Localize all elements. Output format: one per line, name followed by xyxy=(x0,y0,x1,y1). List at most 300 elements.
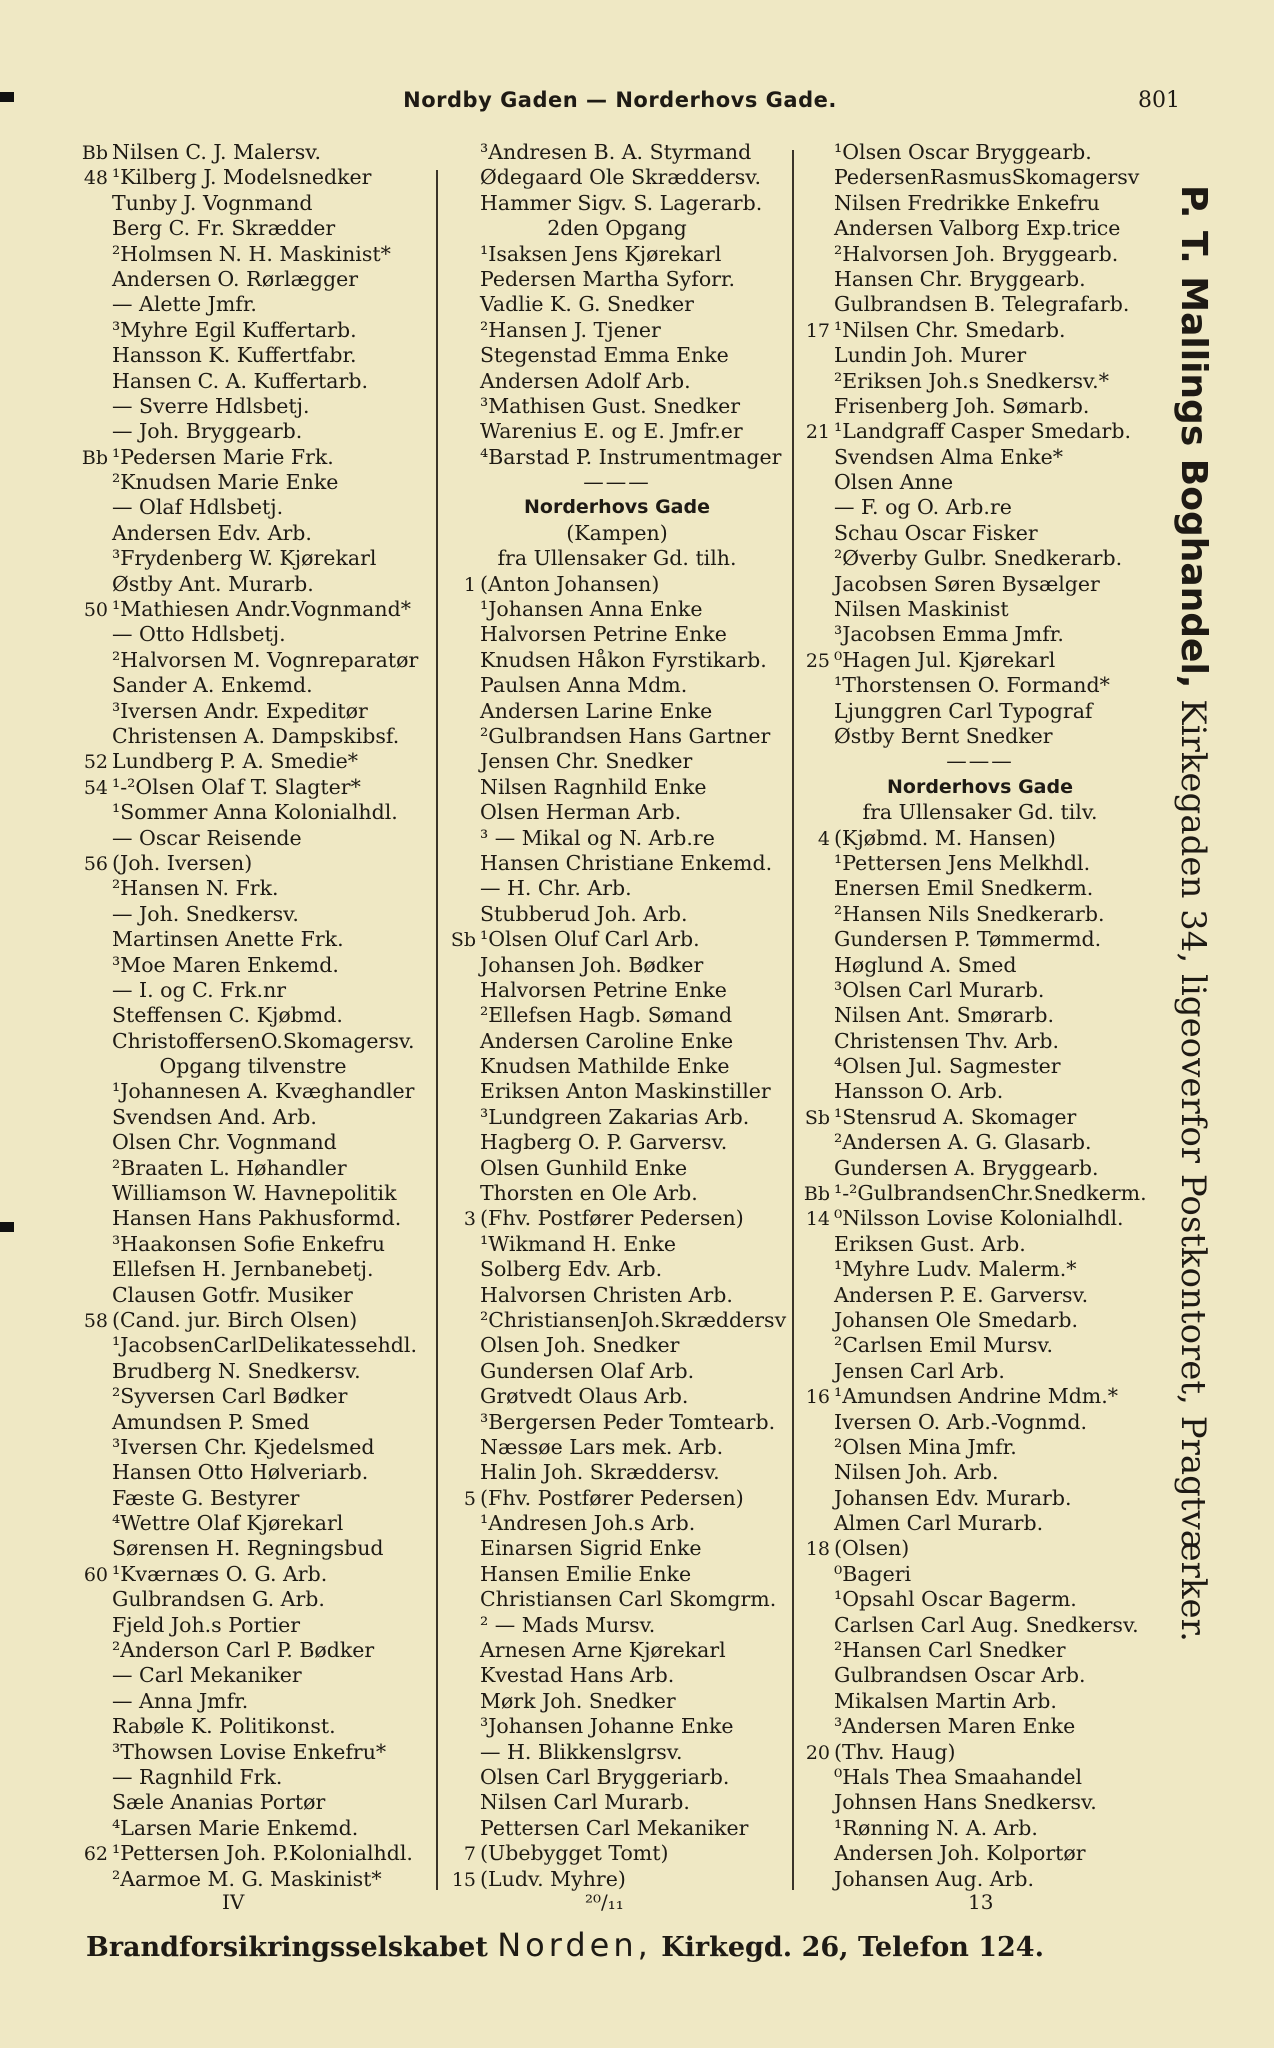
resident-text: ²Hansen J. Tjener xyxy=(480,317,661,342)
resident-text: Olsen Chr. Vognmand xyxy=(112,1130,337,1155)
resident-text: Nilsen Ragnhild Enke xyxy=(480,774,707,799)
resident-text: ¹Isaksen Jens Kjørekarl xyxy=(480,241,722,266)
directory-entry xyxy=(74,1359,432,1384)
directory-entry xyxy=(74,1257,432,1282)
directory-entry xyxy=(796,1867,1164,1892)
resident-text: Knudsen Håkon Fyrstikarb. xyxy=(480,647,767,672)
directory-entry xyxy=(796,1638,1164,1663)
resident-text: Svendsen Alma Enke* xyxy=(834,444,1063,469)
directory-entry xyxy=(74,242,432,267)
directory-entry xyxy=(74,292,432,317)
directory-entry xyxy=(442,1689,792,1714)
resident-text: Jensen Carl Arb. xyxy=(834,1358,1005,1383)
resident-text: Østby Bernt Snedker xyxy=(834,723,1053,748)
resident-text: ²Hansen Nils Snedkerarb. xyxy=(834,901,1105,926)
house-number: 7 xyxy=(463,1843,476,1866)
resident-text: ³Thowsen Lovise Enkefru* xyxy=(112,1739,387,1764)
directory-entry xyxy=(74,876,432,901)
directory-entry xyxy=(442,191,792,216)
resident-text: Sørensen H. Regningsbud xyxy=(112,1536,384,1561)
resident-text: — Ragnhild Frk. xyxy=(112,1765,283,1789)
resident-text: Hansen Chr. Bryggearb. xyxy=(834,266,1086,291)
resident-text: Christensen Thv. Arb. xyxy=(834,1028,1060,1053)
directory-entry xyxy=(442,369,792,394)
resident-text: Nilsen Carl Murarb. xyxy=(480,1790,690,1815)
column-1 xyxy=(74,140,432,1892)
resident-text: Nilsen Joh. Arb. xyxy=(834,1460,999,1485)
directory-entry xyxy=(442,597,792,622)
resident-text: Nilsen Ant. Smørarb. xyxy=(834,1003,1054,1028)
resident-text: ¹Olsen Oluf Carl Arb. xyxy=(480,927,700,952)
resident-text: ¹Rønning N. A. Arb. xyxy=(834,1815,1038,1840)
directory-entry xyxy=(74,1714,432,1739)
resident-text: ChristoffersenO.Skomagersv. xyxy=(112,1028,415,1053)
directory-entry xyxy=(442,953,792,978)
resident-text: Svendsen And. Arb. xyxy=(112,1104,317,1129)
resident-text: Tunby J. Vognmand xyxy=(112,190,313,215)
house-number: Bb xyxy=(803,1183,830,1206)
resident-text: Nilsen C. J. Malersv. xyxy=(112,140,321,164)
resident-text: — H. Blikkenslgrsv. xyxy=(480,1739,683,1764)
resident-text: Steffensen C. Kjøbmd. xyxy=(112,1003,343,1028)
resident-text: ¹Pettersen Joh. P.Kolonialhdl. xyxy=(112,1841,413,1866)
resident-text: Hammer Sigv. S. Lagerarb. xyxy=(480,190,763,215)
resident-text: ³Johansen Johanne Enke xyxy=(480,1714,734,1739)
resident-text: (Anton Johansen) xyxy=(480,571,660,596)
resident-text: Andersen O. Rørlægger xyxy=(112,266,359,291)
directory-entry xyxy=(442,1384,792,1409)
footer-advertisement xyxy=(86,1926,1176,1964)
resident-text: (Fhv. Postfører Pedersen) xyxy=(480,1485,744,1510)
resident-text: Hansen Emilie Enke xyxy=(480,1561,692,1586)
resident-text: Warenius E. og E. Jmfr.er xyxy=(480,419,743,444)
directory-entry xyxy=(796,369,1164,394)
directory-entry xyxy=(796,1181,1164,1206)
resident-text: — Alette Jmfr. xyxy=(112,292,257,317)
resident-text: Johnsen Hans Snedkersv. xyxy=(834,1790,1097,1815)
resident-text: ¹Pedersen Marie Frk. xyxy=(112,444,334,469)
directory-entry xyxy=(442,292,792,317)
directory-entry xyxy=(74,521,432,546)
directory-entry xyxy=(442,1486,792,1511)
directory-entry xyxy=(796,826,1164,851)
resident-text: Eriksen Gust. Arb. xyxy=(834,1231,1026,1256)
resident-text: (Kjøbmd. M. Hansen) xyxy=(834,825,1056,850)
resident-text: ¹Johannesen A. Kvæghandler xyxy=(112,1079,415,1104)
resident-text: Næssøe Lars mek. Arb. xyxy=(480,1434,724,1459)
directory-entry xyxy=(442,775,792,800)
resident-text: Pedersen Martha Syforr. xyxy=(480,266,736,291)
directory-entry xyxy=(796,622,1164,647)
directory-entry xyxy=(442,419,792,444)
resident-text: ¹JacobsenCarlDelikatessehdl. xyxy=(112,1333,417,1358)
directory-entry xyxy=(442,1460,792,1485)
resident-text: (Ludv. Myhre) xyxy=(480,1866,626,1891)
resident-text: Ellefsen H. Jernbanebetj. xyxy=(112,1257,374,1282)
house-number: 16 xyxy=(805,1386,830,1409)
directory-entry xyxy=(74,1765,432,1790)
resident-text: Sander A. Enkemd. xyxy=(112,673,313,698)
directory-entry xyxy=(442,978,792,1003)
directory-entry xyxy=(442,1587,792,1612)
column-rule xyxy=(792,150,794,1890)
resident-text: Hansen Hans Pakhusformd. xyxy=(112,1206,402,1231)
directory-entry xyxy=(74,1283,432,1308)
directory-entry xyxy=(796,140,1164,165)
resident-text: Olsen Herman Arb. xyxy=(480,800,682,825)
directory-entry xyxy=(74,1333,432,1358)
page-title: Nordby Gaden — Norderhovs Gade. xyxy=(403,88,837,112)
subheading: Opgang tilvenstre xyxy=(159,1054,347,1079)
resident-text: ³Andresen B. A. Styrmand xyxy=(480,140,752,164)
directory-entry xyxy=(796,1410,1164,1435)
resident-text: Hansson O. Arb. xyxy=(834,1079,1004,1104)
resident-text: ¹Wikmand H. Enke xyxy=(480,1231,677,1256)
directory-entry xyxy=(796,216,1164,241)
directory-entry xyxy=(74,343,432,368)
directory-entry xyxy=(442,1816,792,1841)
column-2-footer-mark: ²⁰/₁₁ xyxy=(585,1890,624,1914)
resident-text: Clausen Gotfr. Musiker xyxy=(112,1282,353,1307)
directory-entry xyxy=(442,826,792,851)
directory-entry xyxy=(442,1206,792,1231)
directory-entry xyxy=(796,1206,1164,1231)
resident-text: ² — Mads Mursv. xyxy=(480,1612,656,1637)
side-ad-bookshop: P. T. Mallings Boghandel, xyxy=(1173,185,1214,689)
resident-text: Hansen Otto Hølveriarb. xyxy=(112,1460,369,1485)
directory-entry xyxy=(796,1536,1164,1561)
directory-entry xyxy=(74,1130,432,1155)
resident-text: — Sverre Hdlsbetj. xyxy=(112,393,310,418)
directory-entry xyxy=(442,242,792,267)
directory-entry xyxy=(796,495,1164,520)
house-number: 4 xyxy=(817,827,830,850)
resident-text: Ljunggren Carl Typograf xyxy=(834,698,1093,723)
resident-text: Einarsen Sigrid Enke xyxy=(480,1536,702,1561)
directory-entry xyxy=(442,1765,792,1790)
resident-text: — F. og O. Arb.re xyxy=(834,495,1012,520)
directory-entry xyxy=(74,445,432,470)
resident-text: Gundersen Olaf Arb. xyxy=(480,1358,695,1383)
resident-text: Lundberg P. A. Smedie* xyxy=(112,749,359,774)
directory-entry xyxy=(74,1841,432,1866)
resident-text: Fjeld Joh.s Portier xyxy=(112,1612,301,1637)
resident-text: Lundin Joh. Murer xyxy=(834,343,1027,368)
resident-text: ¹-²Olsen Olaf T. Slagter* xyxy=(112,774,361,799)
resident-text: ²ChristiansenJoh.Skræddersv xyxy=(480,1307,787,1332)
directory-entry xyxy=(442,1181,792,1206)
resident-text: Williamson W. Havnepolitik xyxy=(112,1181,397,1206)
directory-entry xyxy=(74,1410,432,1435)
directory-entry xyxy=(74,470,432,495)
directory-entry xyxy=(442,1410,792,1435)
directory-entry xyxy=(796,1511,1164,1536)
resident-text: ⁰Hals Thea Smaahandel xyxy=(834,1765,1083,1789)
resident-text: ⁰Bageri xyxy=(834,1561,912,1586)
house-number: 3 xyxy=(463,1208,476,1231)
directory-entry xyxy=(74,1105,432,1130)
house-number: 21 xyxy=(805,421,830,444)
directory-entry xyxy=(796,267,1164,292)
house-number: 60 xyxy=(83,1563,108,1586)
directory-entry xyxy=(74,1613,432,1638)
directory-entry xyxy=(74,597,432,622)
directory-entry xyxy=(74,953,432,978)
directory-entry xyxy=(796,597,1164,622)
directory-entry xyxy=(74,495,432,520)
directory-entry xyxy=(74,648,432,673)
resident-text: ³Iversen Chr. Kjedelsmed xyxy=(112,1434,375,1459)
resident-text: Andersen Larine Enke xyxy=(480,698,713,723)
directory-entry xyxy=(796,394,1164,419)
resident-text: ³Bergersen Peder Tomtearb. xyxy=(480,1409,776,1434)
resident-text: Høglund A. Smed xyxy=(834,952,1017,977)
resident-text: ¹Nilsen Chr. Smedarb. xyxy=(834,317,1066,342)
directory-entry xyxy=(442,1156,792,1181)
side-ad-address: Kirkegaden 34, ligeoverfor Postkontoret, Pragtværker. xyxy=(1173,699,1213,1642)
house-number: Bb xyxy=(81,446,108,469)
directory-entry xyxy=(74,978,432,1003)
resident-text: Mikalsen Martin Arb. xyxy=(834,1688,1057,1713)
footer-company: Brandforsikringsselskabet xyxy=(86,1932,488,1963)
resident-text: ²Gulbrandsen Hans Gartner xyxy=(480,723,771,748)
directory-entry xyxy=(796,1384,1164,1409)
directory-entry xyxy=(74,902,432,927)
resident-text: Johansen Aug. Arb. xyxy=(834,1866,1034,1891)
resident-text: Hansen Christiane Enkemd. xyxy=(480,850,773,875)
directory-entry xyxy=(796,1054,1164,1079)
directory-entry xyxy=(442,572,792,597)
resident-text: Nilsen Fredrikke Enkefru xyxy=(834,190,1100,215)
resident-text: (Thv. Haug) xyxy=(834,1739,956,1764)
directory-entry xyxy=(796,1816,1164,1841)
resident-text: ³Moe Maren Enkemd. xyxy=(112,952,339,977)
directory-entry xyxy=(442,1714,792,1739)
directory-entry xyxy=(442,699,792,724)
directory-entry xyxy=(74,851,432,876)
resident-text: Andersen P. E. Garversv. xyxy=(834,1282,1089,1307)
directory-entry xyxy=(796,953,1164,978)
section-divider: ——— xyxy=(946,749,1014,774)
resident-text: ³Lundgreen Zakarias Arb. xyxy=(480,1104,750,1129)
directory-entry xyxy=(442,1257,792,1282)
resident-text: Hansen C. A. Kuffertarb. xyxy=(112,368,368,393)
resident-text: ⁴Barstad P. Instrumentmager xyxy=(480,444,782,469)
directory-entry xyxy=(74,1663,432,1688)
resident-text: ¹Myhre Ludv. Malerm.* xyxy=(834,1257,1077,1282)
resident-text: ⁴Larsen Marie Enkemd. xyxy=(112,1815,359,1840)
directory-entry xyxy=(442,267,792,292)
resident-text: Paulsen Anna Mdm. xyxy=(480,673,688,698)
resident-text: Carlsen Carl Aug. Snedkersv. xyxy=(834,1612,1139,1637)
directory-entry xyxy=(796,876,1164,901)
resident-text: — Anna Jmfr. xyxy=(112,1688,249,1713)
resident-text: Almen Carl Murarb. xyxy=(834,1511,1044,1536)
directory-entry xyxy=(796,1790,1164,1815)
resident-text: Grøtvedt Olaus Arb. xyxy=(480,1384,689,1409)
directory-entry xyxy=(796,978,1164,1003)
directory-entry xyxy=(796,1460,1164,1485)
resident-text: Gulbrandsen Oscar Arb. xyxy=(834,1663,1086,1688)
directory-entry xyxy=(74,800,432,825)
resident-text: ¹-²GulbrandsenChr.Snedkerm. xyxy=(834,1181,1147,1206)
directory-entry xyxy=(74,1384,432,1409)
resident-text: Olsen Anne xyxy=(834,470,954,495)
resident-text: ²Øverby Gulbr. Snedkerarb. xyxy=(834,546,1123,571)
directory-entry xyxy=(796,699,1164,724)
column-2 xyxy=(442,140,792,1892)
directory-entry xyxy=(796,318,1164,343)
resident-text: Christiansen Carl Skomgrm. xyxy=(480,1587,777,1612)
directory-entry xyxy=(796,1841,1164,1866)
directory-entry xyxy=(74,394,432,419)
directory-entry xyxy=(74,673,432,698)
directory-entry xyxy=(74,1587,432,1612)
resident-text: Enersen Emil Snedkerm. xyxy=(834,876,1094,901)
column-3-footer-mark: 13 xyxy=(968,1890,994,1914)
house-number: 1 xyxy=(463,573,476,596)
directory-entry xyxy=(442,1638,792,1663)
directory-entry xyxy=(796,927,1164,952)
resident-text: ²Halvorsen Joh. Bryggearb. xyxy=(834,241,1119,266)
house-number: Bb xyxy=(81,142,108,164)
resident-text: ²Halvorsen M. Vognreparatør xyxy=(112,647,419,672)
directory-entry xyxy=(442,724,792,749)
directory-entry xyxy=(442,1790,792,1815)
resident-text: Schau Oscar Fisker xyxy=(834,520,1038,545)
resident-text: Vadlie K. G. Snedker xyxy=(480,292,694,317)
house-number: 5 xyxy=(463,1487,476,1510)
house-number: Sb xyxy=(804,1106,830,1129)
directory-entry xyxy=(442,140,792,165)
resident-text: ²Hansen Carl Snedker xyxy=(834,1638,1066,1663)
directory-entry xyxy=(796,1029,1164,1054)
directory-entry xyxy=(442,1562,792,1587)
resident-text: Nilsen Maskinist xyxy=(834,597,1009,622)
resident-text: ³Olsen Carl Murarb. xyxy=(834,977,1045,1002)
resident-text: ³Jacobsen Emma Jmfr. xyxy=(834,622,1064,647)
directory-entry xyxy=(442,1536,792,1561)
resident-text: Kvestad Hans Arb. xyxy=(480,1663,675,1688)
resident-text: Gulbrandsen B. Telegrafarb. xyxy=(834,292,1130,317)
directory-entry xyxy=(442,1003,792,1028)
directory-entry xyxy=(796,445,1164,470)
house-number: 18 xyxy=(805,1538,830,1561)
house-number: Sb xyxy=(450,929,476,952)
directory-entry xyxy=(74,724,432,749)
resident-text: Olsen Joh. Snedker xyxy=(480,1333,680,1358)
directory-entry xyxy=(796,1079,1164,1104)
directory-entry xyxy=(796,724,1164,749)
directory-entry xyxy=(796,1308,1164,1333)
directory-entry xyxy=(796,1105,1164,1130)
directory-entry xyxy=(74,1435,432,1460)
directory-entry xyxy=(442,1054,792,1079)
directory-entry xyxy=(442,673,792,698)
directory-entry xyxy=(442,1435,792,1460)
resident-text: ²Syversen Carl Bødker xyxy=(112,1384,348,1409)
resident-text: ¹Opsahl Oscar Bagerm. xyxy=(834,1587,1077,1612)
directory-entry xyxy=(74,216,432,241)
resident-text: — Joh. Snedkersv. xyxy=(112,901,299,926)
resident-text: Halvorsen Christen Arb. xyxy=(480,1282,733,1307)
directory-entry xyxy=(796,1689,1164,1714)
resident-text: ⁰Hagen Jul. Kjørekarl xyxy=(834,647,1056,672)
resident-text: Sæle Ananias Portør xyxy=(112,1790,326,1815)
house-number: 48 xyxy=(83,167,108,190)
resident-text: Solberg Edv. Arb. xyxy=(480,1257,663,1282)
directory-entry xyxy=(796,1765,1164,1790)
directory-entry xyxy=(442,1232,792,1257)
resident-text: ²Holmsen N. H. Maskinist* xyxy=(112,241,391,266)
directory-entry xyxy=(442,343,792,368)
resident-text: Johansen Edv. Murarb. xyxy=(834,1485,1072,1510)
subheading: fra Ullensaker Gd. tilh. xyxy=(497,546,737,571)
directory-entry xyxy=(74,1460,432,1485)
directory-entry xyxy=(74,1740,432,1765)
directory-entry xyxy=(796,673,1164,698)
resident-text: Olsen Gunhild Enke xyxy=(480,1155,688,1180)
resident-text: — H. Chr. Arb. xyxy=(480,876,632,901)
directory-entry xyxy=(74,267,432,292)
house-number: 14 xyxy=(805,1208,830,1231)
directory-entry xyxy=(74,1156,432,1181)
directory-entry xyxy=(796,191,1164,216)
house-number: 20 xyxy=(805,1741,830,1764)
resident-text: Andersen Valborg Exp.trice xyxy=(834,216,1121,241)
directory-entry xyxy=(442,1511,792,1536)
section-divider: ——— xyxy=(583,470,651,495)
directory-entry xyxy=(796,343,1164,368)
directory-entry xyxy=(442,318,792,343)
resident-text: Christensen A. Dampskibsf. xyxy=(112,723,400,748)
resident-text: Iversen O. Arb.-Vognmd. xyxy=(834,1409,1087,1434)
directory-entry xyxy=(796,1333,1164,1358)
house-number: 52 xyxy=(83,751,108,774)
house-number: 15 xyxy=(451,1868,476,1891)
directory-entry xyxy=(74,775,432,800)
resident-text: ¹Landgraff Casper Smedarb. xyxy=(834,419,1131,444)
house-number: 62 xyxy=(83,1843,108,1866)
directory-entry xyxy=(442,1308,792,1333)
resident-text: ³ — Mikal og N. Arb.re xyxy=(480,825,715,850)
resident-text: ⁰Nilsson Lovise Kolonialhdl. xyxy=(834,1206,1124,1231)
directory-entry xyxy=(74,1689,432,1714)
directory-entry xyxy=(74,1181,432,1206)
directory-entry xyxy=(796,1232,1164,1257)
resident-text: Andersen Joh. Kolportør xyxy=(834,1841,1086,1866)
directory-entry xyxy=(796,1359,1164,1384)
directory-entry xyxy=(74,1079,432,1104)
directory-entry xyxy=(442,1740,792,1765)
directory-entry xyxy=(74,140,432,165)
directory-entry xyxy=(796,292,1164,317)
directory-entry xyxy=(442,1841,792,1866)
resident-text: Olsen Carl Bryggeriarb. xyxy=(480,1765,730,1789)
directory-entry xyxy=(74,191,432,216)
resident-text: — Joh. Bryggearb. xyxy=(112,419,303,444)
resident-text: ³Iversen Andr. Expeditør xyxy=(112,698,368,723)
resident-text: Halin Joh. Skræddersv. xyxy=(480,1460,720,1485)
column-rule xyxy=(436,170,438,1890)
resident-text: Gulbrandsen G. Arb. xyxy=(112,1587,325,1612)
directory-entry xyxy=(442,927,792,952)
directory-entry xyxy=(442,648,792,673)
directory-entry xyxy=(442,1130,792,1155)
resident-text: ³Frydenberg W. Kjørekarl xyxy=(112,546,377,571)
resident-text: ³Andersen Maren Enke xyxy=(834,1714,1076,1739)
resident-text: ²Aarmoe M. G. Maskinist* xyxy=(112,1866,382,1891)
